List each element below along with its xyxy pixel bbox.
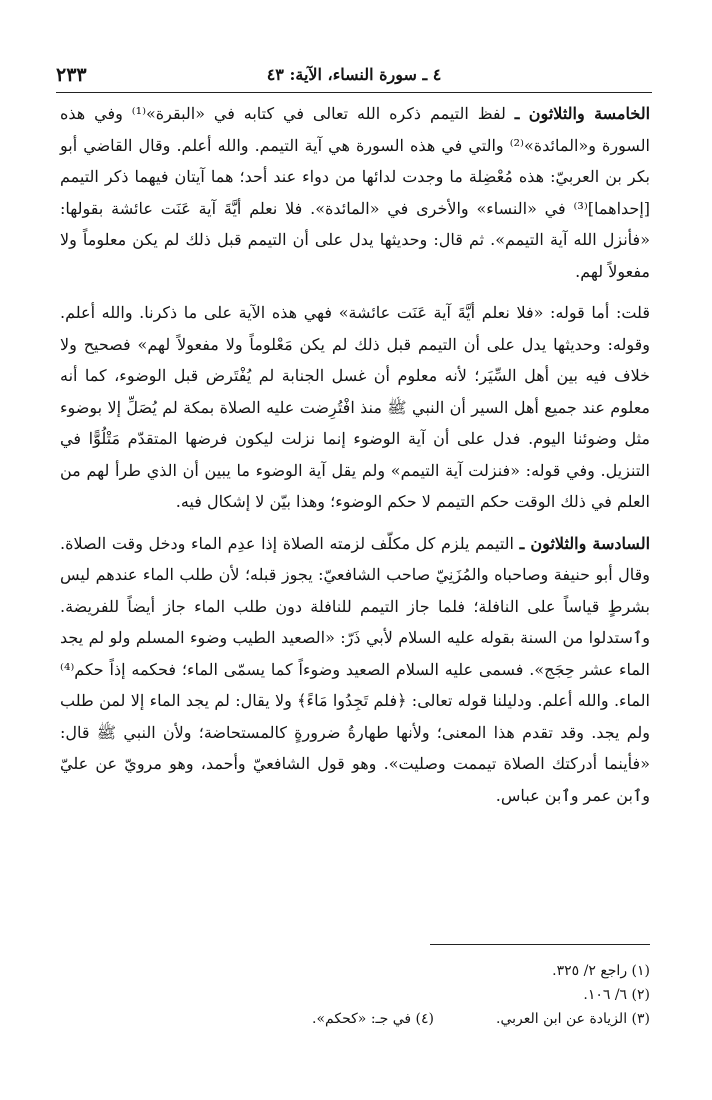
- footnote-list: [60, 959, 650, 1031]
- paragraph-36-heading: السادسة والثلاثون ـ: [519, 533, 651, 553]
- paragraph-35-heading: الخامسة والثلاثون ـ: [514, 104, 651, 123]
- page-body: [60, 98, 650, 811]
- footnote-2: (٢) ٦/ ١٠٦.: [583, 987, 650, 1003]
- paragraph-comment: [60, 297, 650, 518]
- footnote-divider: [430, 944, 650, 945]
- page-header: [56, 62, 652, 93]
- paragraph-35-text: لفظ التيمم ذكره الله تعالى في كتابه في «البقرة»⁽¹⁾ وفي هذه السورة و«المائدة»⁽²⁾ والتي في هذه السورة هي آية التيمم. والله أعلم. وقال القاضي أبو بكر بن العربيّ: هذه مُعْضِلة ما وجدت لدائها من دواء عند أحد؛ هما آيتان فيهما ذكر التيمم [إحداهما]⁽³⁾ في «النساء» والأخرى في «المائدة». فلا نعلم أيَّةَ آية عَنَت عائشة بقولها: «فأنزل الله آية التيمم». ثم قال: وحديثها يدل على أن التيمم قبل ذلك لم يكن معلوماً ولا مفعولاً لهم.: [60, 104, 651, 281]
- footnote-row: [60, 1007, 650, 1031]
- footnote-1: (١) راجع ٢/ ٣٢٥.: [552, 963, 650, 979]
- paragraph-comment-text: قلت: أما قوله: «فلا نعلم أيَّةَ آية عَنَت عائشة» فهي هذه الآية على ما ذكرنا. والله أعلم. وقوله: وحديثها يدل على أن التيمم قبل ذلك لم يكن مَعْلوماً ولا مفعولاً لهم» فصحيح ولا خلاف فيه بين أهل السِّيَر؛ لأنه معلوم أن غسل الجنابة لم يُفْتَرض قبل الوضوء، كما أنه معلوم عند جميع أهل السير أن النبي ﷺ منذ افْتُرِضت عليه الصلاة بمكة لم يُصَلِّ إلا بوضوء مثل وضوئنا اليوم. فدل على أن آية الوضوء إنما نزلت ليكون فرضها المتقدّم مَتْلُوًّا في التنزيل. وفي قوله: «فنزلت آية التيمم» ولم يقل آية الوضوء ما يبين أن الذي طرأ لهم من العلم في ذلك الوقت حكم التيمم لا حكم الوضوء؛ وهذا بيّن لا إشكال فيه.: [60, 303, 651, 511]
- paragraph-36: [60, 528, 650, 812]
- paragraph-36-text: التيمم يلزم كل مكلّف لزمته الصلاة إذا عدِم الماء ودخل وقت الصلاة. وقال أبو حنيفة وصاحباه والمُزَنِيّ صاحب الشافعيّ: يجوز قبله؛ لأن طلب الماء عندهم ليس بشرطٍ قياساً على النافلة؛ فلما جاز التيمم للنافلة دون طلب الماء جاز أيضاً للفريضة. وٱستدلوا من السنة بقوله عليه السلام لأبي ذَرّ: «الصعيد الطيب وضوء المسلم ولو لم يجد الماء عشر حِجَج». فسمى عليه السلام الصعيد وضوءاً كما يسمّى الماء؛ فحكمه إذاً حكم⁽⁴⁾ الماء. والله أعلم. ودليلنا قوله تعالى: ﴿فلم تَجِدُوا مَاءً﴾ ولا يقال: لم يجد الماء إلا لمن طلب ولم يجد. وقد تقدم هذا المعنى؛ ولأنها طهارةُ ضرورةٍ كالمستحاضة؛ ولأن النبي ﷺ قال: «فأينما أدركتك الصلاة تيممت وصليت». وهو قول الشافعيّ وأحمد، وهو مرويّ عن عليّ وٱبن عمر وٱبن عباس.: [60, 533, 650, 805]
- page-number: ٢٣٣: [56, 64, 87, 86]
- footnotes: [60, 944, 650, 1031]
- footnote-3: (٣) الزيادة عن ابن العربي.: [496, 1011, 650, 1027]
- footnote-4: (٤) في جـ: «كحكم».: [312, 1011, 435, 1027]
- running-title: ٤ ـ سورة النساء، الآية: ٤٣: [266, 65, 442, 84]
- paragraph-35: [60, 98, 650, 287]
